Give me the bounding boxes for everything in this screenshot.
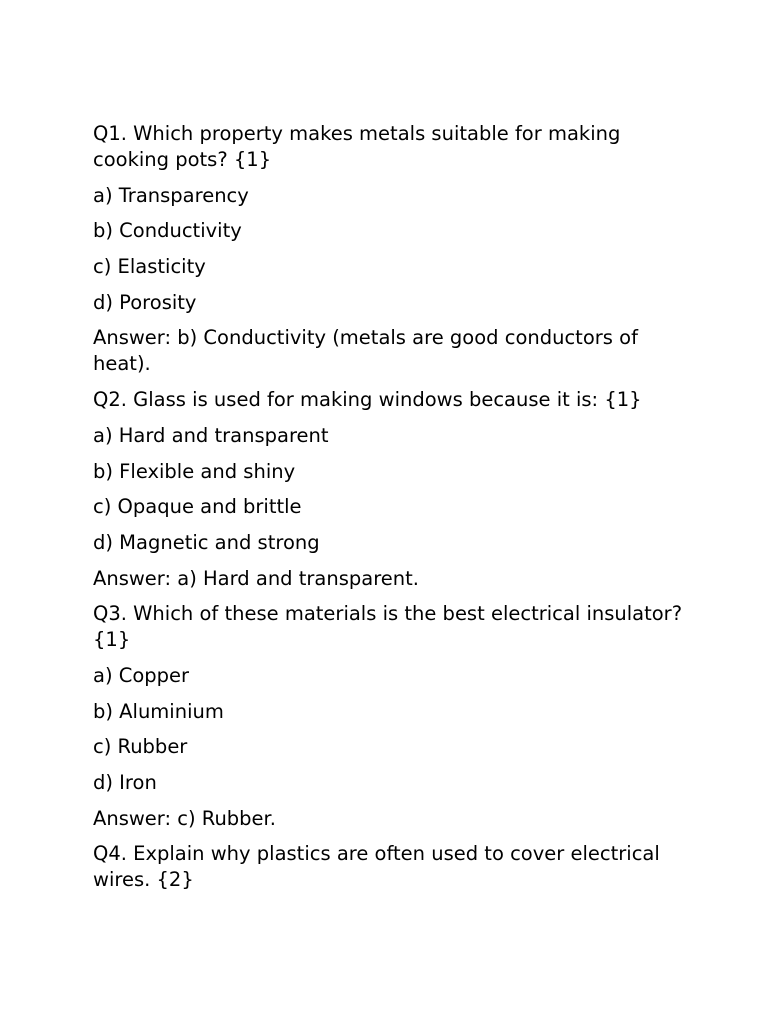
answer-text: Answer: b) Conductivity (metals are good conductors of heat). (93, 326, 638, 376)
option-text: c) Elasticity (93, 255, 206, 279)
option-text: a) Copper (93, 663, 190, 687)
question-text: Q1. Which property makes metals suitable for making cooking pots? {1} (93, 122, 621, 171)
option-text: d) Porosity (93, 290, 197, 314)
option-text: a) Transparency (93, 183, 249, 207)
option-text: c) Rubber (93, 735, 188, 759)
question-text: Q3. Which of these materials is the best electrical insulator? {1} (93, 602, 683, 652)
option-text: b) Flexible and shiny (93, 459, 296, 483)
answer-text: Answer: c) Rubber. (93, 806, 276, 830)
option-text: a) Hard and transparent (93, 423, 329, 447)
option-text: b) Aluminium (93, 699, 224, 723)
option-text: d) Iron (93, 771, 157, 794)
document-page (93, 121, 693, 903)
option-text: b) Conductivity (93, 219, 242, 243)
answer-text: Answer: a) Hard and transparent. (93, 566, 419, 590)
question-text: Q2. Glass is used for making windows because it is: {1} (93, 388, 642, 412)
question-text: Q4. Explain why plastics are often used to cover electrical wires. {2} (93, 842, 660, 892)
option-text: c) Opaque and brittle (93, 495, 302, 519)
option-text: d) Magnetic and strong (93, 530, 320, 554)
